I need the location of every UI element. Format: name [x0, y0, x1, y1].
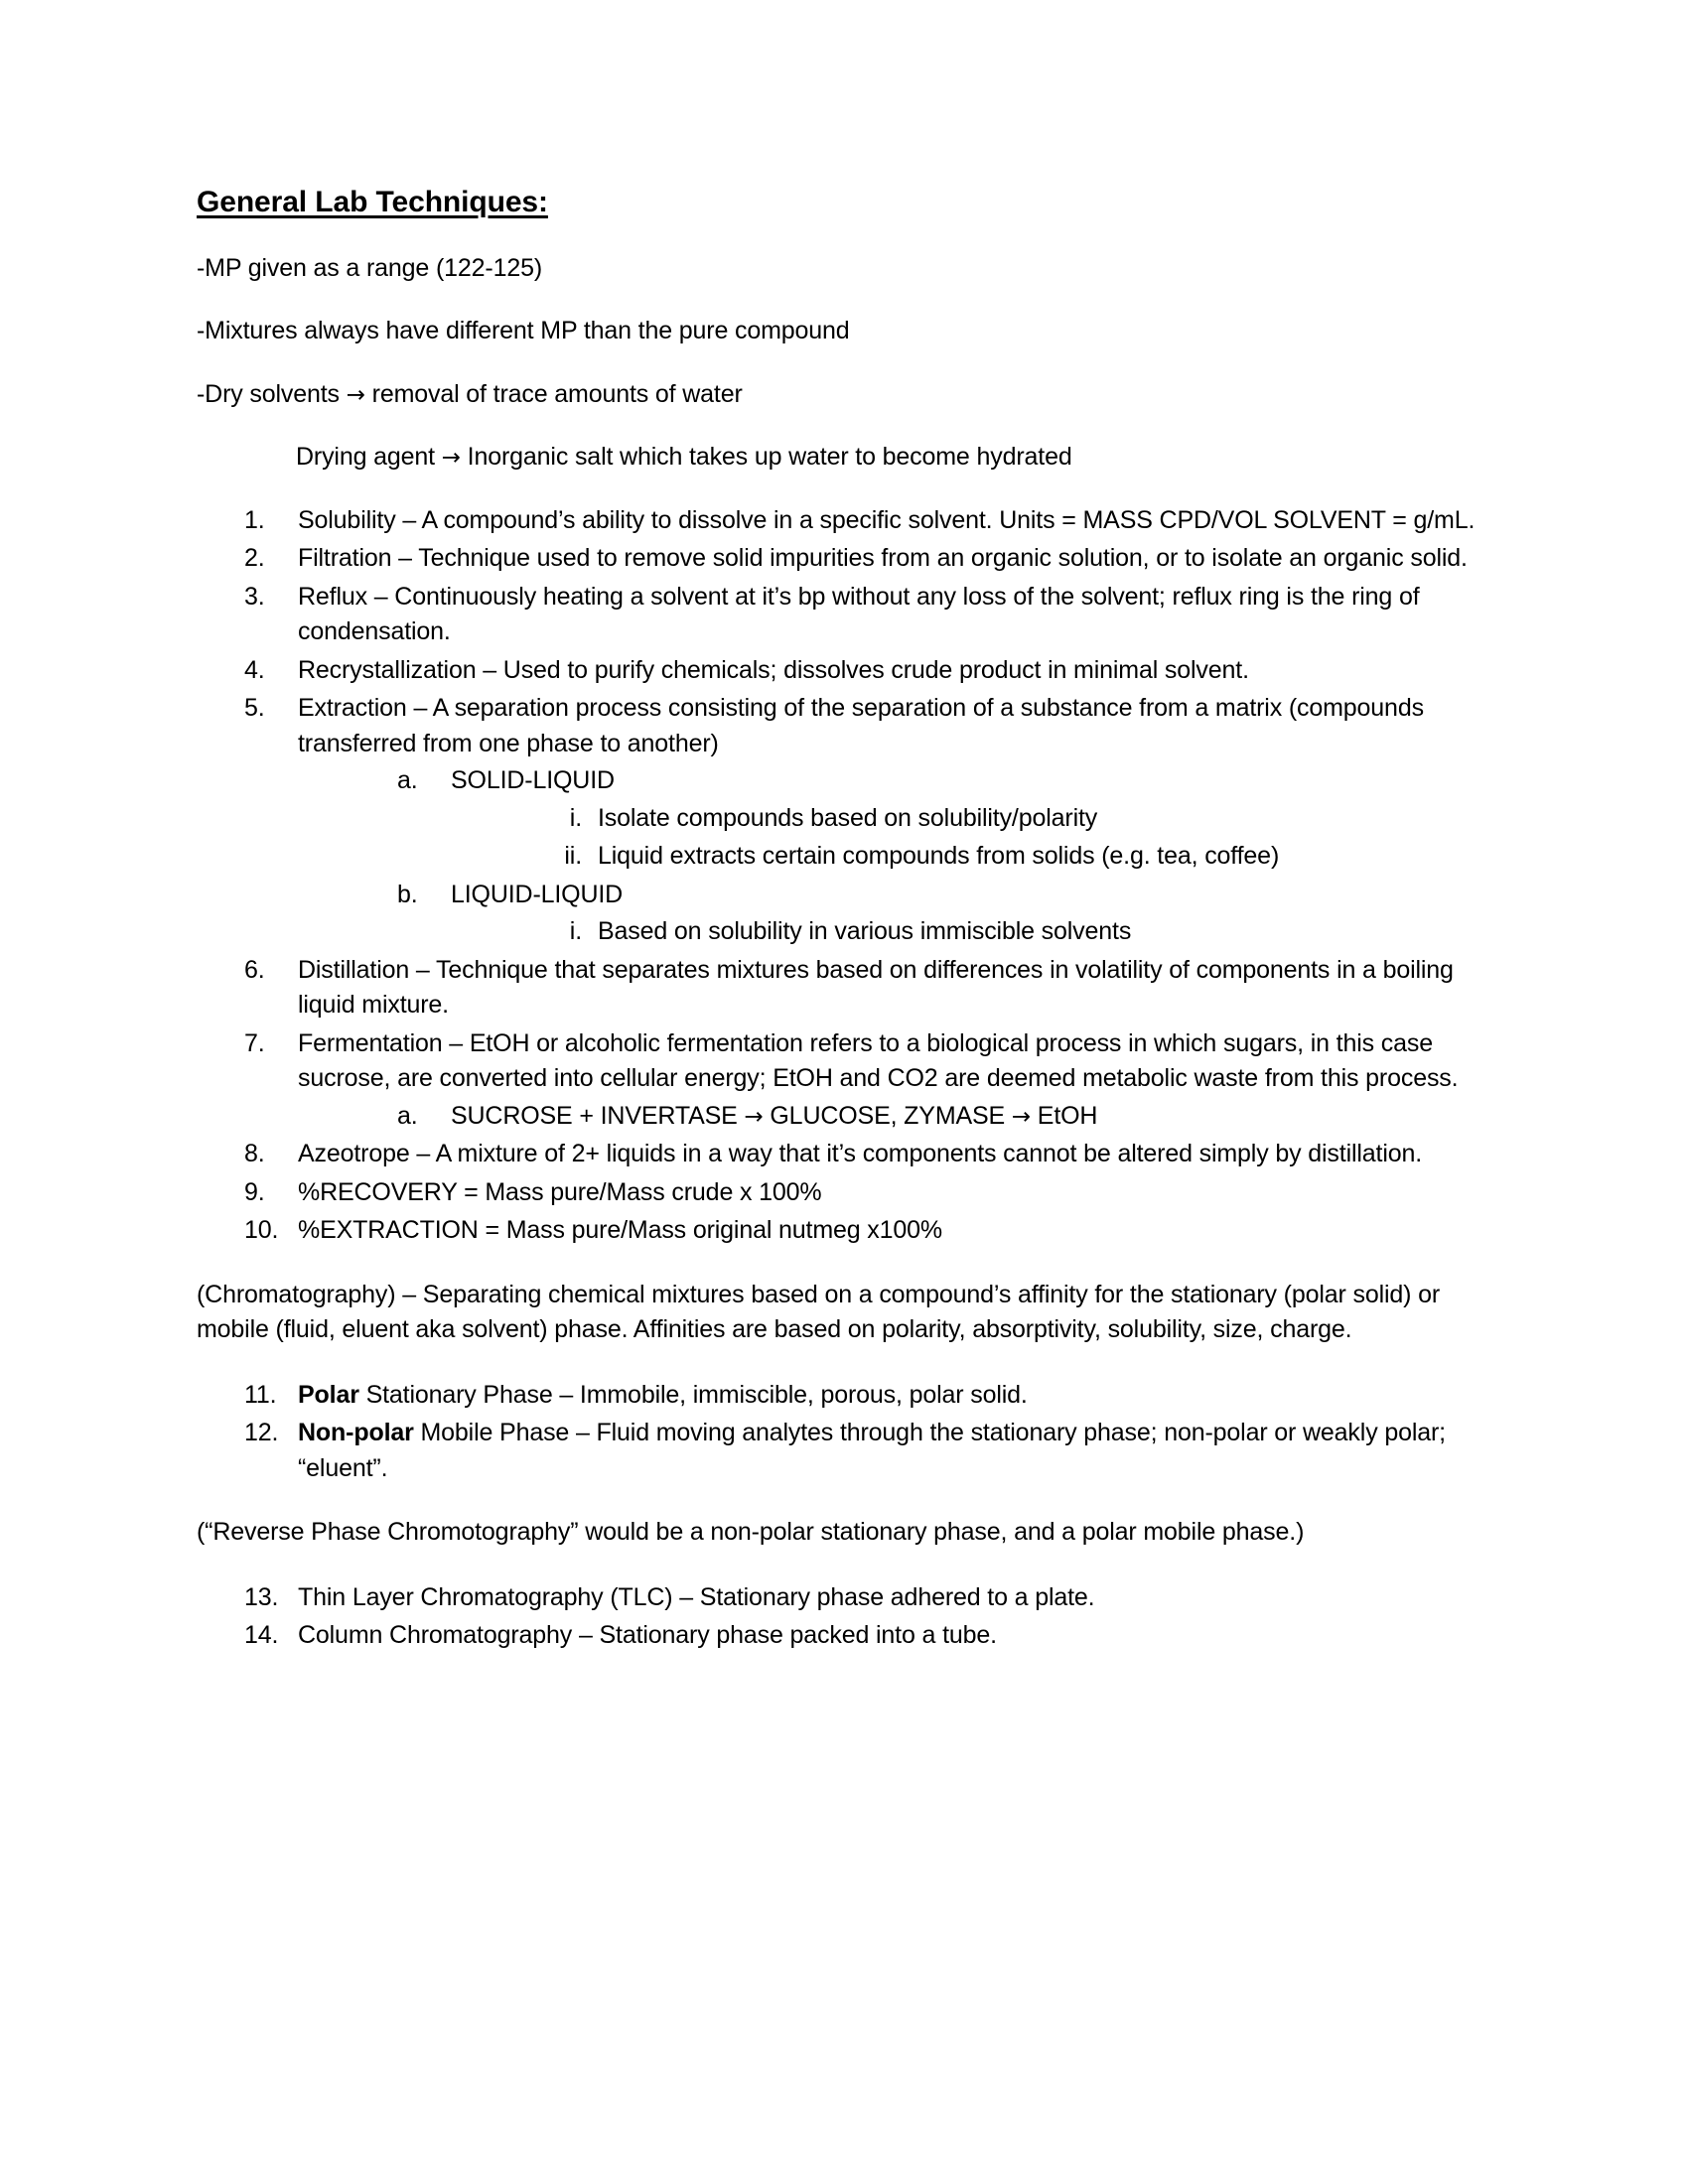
list-marker: a.	[397, 1101, 418, 1130]
list-item	[244, 1175, 1487, 1211]
list-marker: 3.	[244, 582, 265, 611]
list-item-text: SOLID-LIQUID	[451, 766, 615, 794]
sucrose-part-3: EtOH	[1031, 1101, 1098, 1130]
drying-agent-line	[296, 440, 1487, 476]
right-arrow-icon: →	[346, 381, 365, 408]
list-marker: 13.	[244, 1582, 279, 1611]
spacer	[197, 1489, 1487, 1515]
fermentation-sublist	[397, 1099, 1487, 1135]
list-item-text: Extraction – A separation process consisting of the separation of a substance from a matrix (compounds transferred from one phase to another)	[298, 694, 1424, 757]
sucrose-part-1: SUCROSE + INVERTASE	[451, 1101, 745, 1130]
list-marker: 4.	[244, 655, 265, 684]
list-marker: 1.	[244, 505, 265, 534]
list-item-text: Liquid extracts certain compounds from solids (e.g. tea, coffee)	[598, 842, 1280, 870]
list-item-text: Isolate compounds based on solubility/polarity	[598, 803, 1098, 832]
list-item-bold-term: Polar	[298, 1380, 359, 1409]
list-marker: 8.	[244, 1140, 265, 1167]
right-arrow-icon: →	[441, 445, 461, 471]
list-marker: 14.	[244, 1621, 279, 1649]
spacer	[197, 1252, 1487, 1278]
list-marker: 10.	[244, 1216, 279, 1244]
list-item-bold-term: Non-polar	[298, 1419, 414, 1446]
list-item	[244, 580, 1487, 650]
list-item	[244, 1618, 1487, 1654]
list-item	[542, 801, 1487, 837]
list-item-text: Fermentation – EtOH or alcoholic fermentation refers to a biological process in which sugars, in this case sucrose, are converted into cellular energy; EtOH and CO2 are deemed metabolic waste from this process.	[298, 1028, 1459, 1092]
list-marker: 6.	[244, 955, 265, 984]
list-item	[397, 1099, 1487, 1135]
intro-line-2: -Mixtures always have different MP than the pure compound	[197, 317, 850, 344]
list-item	[397, 763, 1487, 875]
chromatography-paragraph: (Chromatography) – Separating chemical mixtures based on a compound’s affinity for the stationary (polar solid) or mobile (fluid, eluent aka solvent) phase. Affinities are based on polarity, absorptivity, solubility, size, charge.	[197, 1280, 1441, 1343]
list-item	[244, 1137, 1487, 1172]
list-item	[244, 1378, 1487, 1414]
list-marker: ii.	[564, 842, 582, 870]
list-item-text: Distillation – Technique that separates mixtures based on differences in volatility of components in a boiling liquid mixture.	[298, 955, 1454, 1019]
dry-solvents-line	[197, 377, 1487, 413]
list-item	[244, 1416, 1487, 1486]
intro-line-1: -MP given as a range (122-125)	[197, 253, 543, 282]
list-item	[244, 953, 1487, 1024]
list-marker: i.	[569, 917, 582, 945]
dry-solvents-before: -Dry solvents	[197, 379, 347, 408]
reverse-phase-note: (“Reverse Phase Chromotography” would be a non-polar stationary phase, and a polar mobile phase.)	[197, 1518, 1305, 1546]
list-marker: i.	[569, 803, 582, 832]
list-marker: 12.	[244, 1419, 279, 1446]
list-item	[244, 503, 1487, 539]
list-item	[542, 839, 1487, 875]
list-item-text: Mobile Phase – Fluid moving analytes through the stationary phase; non-polar or weakly polar; “eluent”.	[298, 1419, 1446, 1482]
extraction-sublist	[397, 763, 1487, 950]
sucrose-part-2: GLUCOSE, ZYMASE	[763, 1101, 1012, 1130]
list-item-text: Filtration – Technique used to remove solid impurities from an organic solution, or to isolate an organic solid.	[298, 544, 1468, 572]
list-item-text: Stationary Phase – Immobile, immiscible, porous, polar solid.	[358, 1380, 1028, 1409]
list-item	[397, 878, 1487, 950]
document-body	[197, 184, 1487, 1657]
list-marker: b.	[397, 880, 418, 908]
drying-agent-after: Inorganic salt which takes up water to become hydrated	[460, 443, 1072, 471]
list-item-text: %RECOVERY = Mass pure/Mass crude x 100%	[298, 1177, 822, 1206]
page-title	[197, 184, 1487, 221]
list-item	[244, 1213, 1487, 1249]
dry-solvents-after: removal of trace amounts of water	[364, 379, 743, 408]
list-item-text: Thin Layer Chromatography (TLC) – Stationary phase adhered to a plate.	[298, 1582, 1095, 1611]
list-item-text: Based on solubility in various immiscible solvents	[598, 917, 1132, 945]
techniques-list	[244, 503, 1487, 1249]
right-arrow-icon: →	[1011, 1103, 1032, 1130]
list-item-text	[451, 1102, 1097, 1130]
list-item-text: Reflux – Continuously heating a solvent at it’s bp without any loss of the solvent; reflux ring is the ring of condensation.	[298, 582, 1420, 645]
list-marker: a.	[397, 766, 418, 794]
list-marker: 2.	[244, 544, 265, 572]
list-item	[244, 653, 1487, 689]
page-title-text: General Lab Techniques:	[197, 186, 548, 218]
list-item	[244, 691, 1487, 950]
solid-liquid-points	[542, 801, 1487, 875]
list-item-text: Column Chromatography – Stationary phase packed into a tube.	[298, 1621, 997, 1649]
list-item-text: Azeotrope – A mixture of 2+ liquids in a way that it’s components cannot be altered simply by distillation.	[298, 1140, 1423, 1167]
right-arrow-icon: →	[744, 1103, 764, 1130]
list-item	[244, 1026, 1487, 1135]
list-item-text: %EXTRACTION = Mass pure/Mass original nutmeg x100%	[298, 1216, 942, 1244]
list-item	[244, 541, 1487, 577]
liquid-liquid-points	[542, 914, 1487, 950]
list-marker: 7.	[244, 1028, 265, 1057]
chromatography-types-list	[244, 1580, 1487, 1654]
list-item-text: Solubility – A compound’s ability to dissolve in a specific solvent. Units = MASS CPD/VOL SOLVENT = g/mL.	[298, 505, 1476, 534]
list-item	[542, 914, 1487, 950]
list-item	[244, 1580, 1487, 1616]
list-marker: 11.	[244, 1380, 277, 1409]
list-marker: 9.	[244, 1177, 265, 1206]
list-item-text: LIQUID-LIQUID	[451, 880, 624, 908]
list-marker: 5.	[244, 694, 265, 722]
drying-agent-before: Drying agent	[296, 443, 442, 471]
list-item-text: Recrystallization – Used to purify chemicals; dissolves crude product in minimal solvent.	[298, 655, 1249, 684]
phase-list	[244, 1378, 1487, 1487]
